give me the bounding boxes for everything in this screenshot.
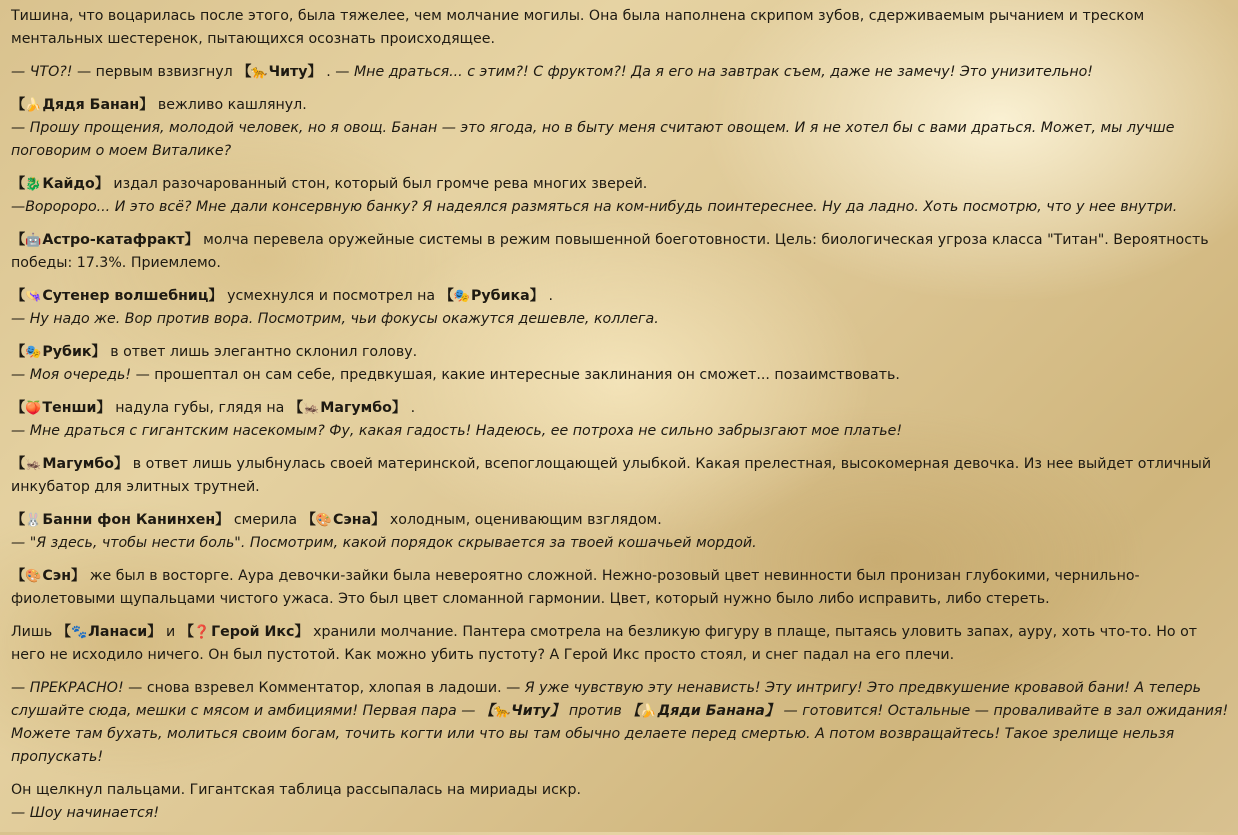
bracket-open: 【: [11, 456, 26, 472]
bracket-close: 】: [147, 624, 162, 640]
bracket-close: 】: [764, 703, 780, 719]
narration-text: молча перевела оружейные системы в режим повышенной боеготовности. Цель: биологическая угроза класса "Титан". Вероятность победы: 17.3%. Приемлемо.: [11, 232, 1209, 271]
narration-text: холодным, оценивающим взглядом.: [385, 512, 662, 528]
narration-text: и: [161, 624, 180, 640]
paragraph: [11, 779, 1229, 825]
bracket-open: 【: [439, 288, 454, 304]
character-name: Сэн: [42, 568, 72, 584]
character-mention: [480, 703, 564, 719]
insect-icon: 🦗: [25, 457, 42, 472]
narration-text: в ответ лишь элегантно склонил голову.: [105, 344, 418, 360]
dialogue-text: —Воророро... И это всё? Мне дали консервную банку? Я надеялся размяться на ком-нибудь поинтереснее. Ну да ладно. Хоть посмотрю, что у нее внутри.: [11, 199, 1178, 215]
character-mention: [11, 232, 199, 248]
bracket-close: 】: [114, 456, 129, 472]
text-line: [11, 802, 1229, 825]
bracket-open: 【: [11, 400, 26, 416]
narration-text: — прошептал он сам себе, предвкушая, какие интересные заклинания он сможет... позаимствовать.: [135, 367, 900, 383]
character-name: Ланаси: [88, 624, 148, 640]
paragraph: [11, 397, 1229, 443]
character-name: Сэна: [332, 512, 372, 528]
narration-text: хранили молчание. Пантера смотрела на безликую фигуру в плаще, пытаясь уловить запах, ауру, хоть что-то. Но от него не исходило ничего. Он был пустотой. Как можно убить пустоту? А Герой Икс просто стоял, и снег падал на его плечи.: [11, 624, 1198, 663]
character-mention: [302, 512, 386, 528]
story-text: [11, 5, 1229, 835]
character-name: Дяди Банана: [657, 703, 765, 719]
dialogue-text: Мне драться... с этим?! С фруктом?! Да я его на завтрак съем, даже не замечу! Это унизительно!: [353, 64, 1093, 80]
dialogue-text: — Мне драться с гигантским насекомым? Фу, какая гадость! Надеюсь, ее потроха не сильно забрызгают мое платье!: [11, 423, 902, 439]
narration-text: надула губы, глядя на: [110, 400, 289, 416]
narration-text: усмехнулся и посмотрел на: [222, 288, 440, 304]
palette-icon: 🎨: [25, 569, 42, 584]
bunny-icon: 🐰: [25, 513, 42, 528]
paragraph: [11, 565, 1229, 611]
paragraph: [11, 341, 1229, 387]
character-mention: [11, 176, 109, 192]
text-line: [11, 196, 1229, 219]
bracket-close: 】: [550, 703, 565, 719]
dragon-icon: 🐉: [25, 177, 42, 192]
narration-text: издал разочарованный стон, который был громче рева многих зверей.: [108, 176, 648, 192]
character-name: Магумбо: [42, 456, 114, 472]
bracket-close: 】: [208, 288, 223, 304]
bracket-open: 【: [11, 568, 26, 584]
character-name: Кайдо: [42, 176, 95, 192]
bracket-open: 【: [237, 64, 252, 80]
narration-text: смерила: [229, 512, 302, 528]
bracket-open: 【: [11, 288, 26, 304]
paragraph: [11, 61, 1229, 84]
character-mention: [11, 400, 111, 416]
narration-text: Тишина, что воцарилась после этого, была тяжелее, чем молчание могилы. Она была наполнена скрипом зубов, сдерживаемым рычанием и треском ментальных шестеренок, пытающихся осознать происходящее.: [11, 8, 1145, 47]
text-line: [11, 341, 1229, 364]
text-line: [11, 779, 1229, 802]
narration-text: .: [543, 288, 553, 304]
text-line: [11, 532, 1229, 555]
text-line: [11, 5, 1229, 51]
bracket-open: 【: [11, 344, 26, 360]
bracket-close: 】: [96, 400, 111, 416]
text-line: [11, 509, 1229, 532]
text-line: [11, 364, 1229, 387]
text-line: [11, 94, 1229, 117]
bracket-close: 】: [307, 64, 322, 80]
character-name: Читу: [511, 703, 551, 719]
narration-text: вежливо кашлянул.: [153, 97, 307, 113]
character-mention: [237, 64, 321, 80]
text-line: [11, 308, 1229, 331]
character-mention: [626, 703, 779, 719]
bracket-close: 】: [391, 400, 407, 416]
character-name: Сутенер волшебниц: [42, 288, 209, 304]
character-mention: [11, 512, 229, 528]
bracket-close: 】: [184, 232, 199, 248]
character-mention: [11, 344, 106, 360]
bracket-close: 】: [71, 568, 86, 584]
bracket-close: 】: [139, 97, 154, 113]
dialogue-text: — "Я здесь, чтобы нести боль". Посмотрим, какой порядок скрывается за твоей кошачьей мордой.: [11, 535, 757, 551]
text-line: [11, 397, 1229, 420]
text-line: [11, 173, 1229, 196]
character-name: Читу: [268, 64, 308, 80]
text-line: [11, 285, 1229, 308]
bracket-open: 【: [179, 624, 194, 640]
dialogue-text: — Моя очередь!: [11, 367, 136, 383]
dialogue-text: — ЧТО?!: [11, 64, 77, 80]
character-name: Рубика: [471, 288, 530, 304]
text-line: [11, 420, 1229, 443]
bracket-open: 【: [11, 97, 26, 113]
dialogue-text: против: [564, 703, 627, 719]
character-mention: [440, 288, 544, 304]
masks-icon: 🎭: [453, 289, 471, 304]
paragraph: [11, 229, 1229, 275]
paw-icon: 🐾: [70, 625, 88, 640]
bracket-open: 【: [479, 703, 495, 719]
dialogue-text: — ПРЕКРАСНО!: [11, 680, 129, 696]
bracket-close: 】: [94, 176, 109, 192]
peach-icon: 🍑: [25, 401, 42, 416]
bracket-close: 】: [91, 344, 106, 360]
narration-text: — снова взревел Комментатор, хлопая в ладоши. —: [128, 680, 525, 696]
dialogue-text: — Шоу начинается!: [11, 805, 160, 821]
character-mention: [11, 97, 153, 113]
narration-text: . —: [321, 64, 354, 80]
narration-text: Он щелкнул пальцами. Гигантская таблица рассыпалась на мириады искр.: [11, 782, 582, 798]
bracket-open: 【: [288, 400, 304, 416]
paragraph: [11, 5, 1229, 51]
text-line: [11, 621, 1229, 667]
paragraph: [11, 453, 1229, 499]
paragraph: [11, 173, 1229, 219]
character-mention: [11, 288, 223, 304]
text-line: [11, 61, 1229, 84]
hat-icon: 👒: [25, 289, 42, 304]
bracket-close: 】: [371, 512, 386, 528]
cheetah-icon: 🐆: [251, 65, 268, 80]
character-name: Рубик: [42, 344, 92, 360]
robot-icon: 🤖: [25, 233, 42, 248]
narration-text: в ответ лишь улыбнулась своей материнской, всепоглощающей улыбкой. Какая прелестная, высокомерная девочка. Из нее выйдет отличный инкубатор для элитных трутней.: [11, 456, 1212, 495]
dialogue-text: Я уже чувствую эту ненависть! Эту интригу! Это предвкушение кровавой бани! А теперь слушайте сюда, мешки с мясом и амбициями! Первая пара —: [11, 680, 1201, 719]
bracket-close: 】: [294, 624, 309, 640]
bracket-open: 【: [56, 624, 71, 640]
character-mention: [57, 624, 162, 640]
character-name: Банни фон Канинхен: [42, 512, 216, 528]
masks-icon: 🎭: [25, 345, 42, 360]
text-line: [11, 453, 1229, 499]
character-name: Астро-катафракт: [42, 232, 185, 248]
character-name: Герой Икс: [211, 624, 295, 640]
narration-text: .: [406, 400, 416, 416]
character-mention: [289, 400, 406, 416]
character-mention: [11, 568, 85, 584]
character-mention: [11, 456, 128, 472]
paragraph: [11, 94, 1229, 163]
dialogue-text: — Ну надо же. Вор против вора. Посмотрим, чьи фокусы окажутся дешевле, коллега.: [11, 311, 659, 327]
bracket-close: 】: [529, 288, 544, 304]
bracket-open: 【: [626, 703, 641, 719]
narration-text: же был в восторге. Аура девочки-зайки была невероятно сложной. Нежно-розовый цвет невинности был пронизан глубокими, чернильно-фиолетовыми щупальцами чистого ужаса. Это был цвет сломанной гармонии. Цвет, который нужно было либо исправить, либо стереть.: [11, 568, 1140, 607]
text-line: [11, 117, 1229, 163]
character-mention: [180, 624, 309, 640]
bracket-open: 【: [11, 176, 26, 192]
character-name: Дядя Банан: [42, 97, 140, 113]
insect-icon: 🦗: [303, 401, 320, 416]
text-line: [11, 677, 1229, 769]
bracket-open: 【: [301, 512, 316, 528]
banana-icon: 🍌: [640, 704, 657, 719]
bracket-open: 【: [11, 232, 26, 248]
paragraph: [11, 677, 1229, 769]
palette-icon: 🎨: [315, 513, 332, 528]
bracket-close: 】: [215, 512, 230, 528]
character-name: Тенши: [42, 400, 97, 416]
character-name: Магумбо: [320, 400, 392, 416]
banana-icon: 🍌: [25, 98, 42, 113]
narration-text: Лишь: [11, 624, 57, 640]
paragraph: [11, 509, 1229, 555]
question-icon: ❓: [193, 625, 211, 640]
bracket-open: 【: [11, 512, 26, 528]
paragraph: [11, 621, 1229, 667]
dialogue-text: — готовится! Остальные — проваливайте в зал ожидания! Можете там бухать, молиться своим богам, точить когти или что вы там обычно делаете перед смертью. А потом возвращайтесь! Такое зрелище нельзя пропускать!: [11, 703, 1229, 765]
narration-text: — первым взвизгнул: [76, 64, 238, 80]
dialogue-text: — Прошу прощения, молодой человек, но я овощ. Банан — это ягода, но в быту меня считают овощем. И я не хотел бы с вами драться. Может, мы лучше поговорим о моем Виталике?: [11, 120, 1175, 159]
paragraph: [11, 285, 1229, 331]
text-line: [11, 229, 1229, 275]
cheetah-icon: 🐆: [494, 704, 511, 719]
text-line: [11, 565, 1229, 611]
